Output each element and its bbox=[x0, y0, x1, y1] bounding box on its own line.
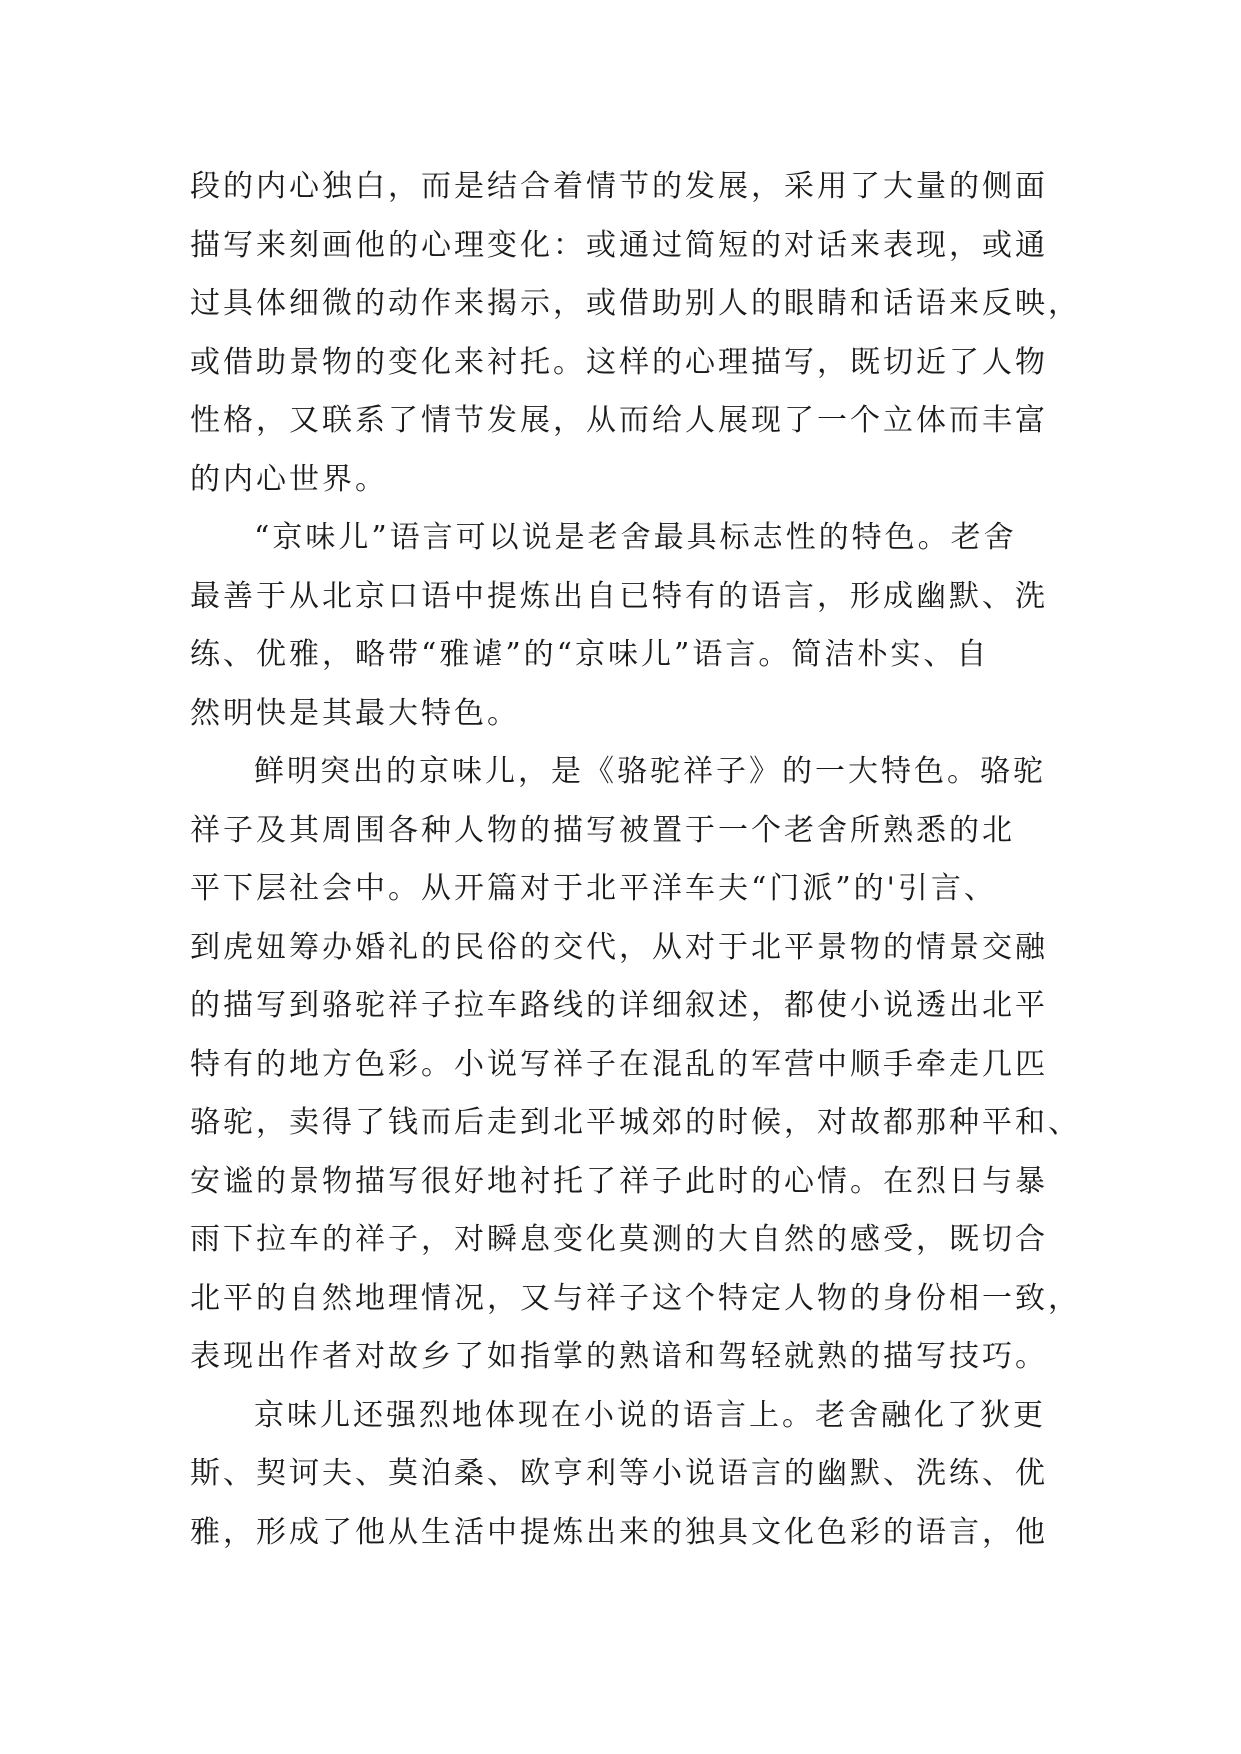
text-line: 描写来刻画他的心理变化：或通过简短的对话来表现，或通 bbox=[190, 227, 1048, 263]
text-line: 的描写到骆驼祥子拉车路线的详细叙述，都使小说透出北平 bbox=[190, 988, 1048, 1023]
text-line: 雨下拉车的祥子，对瞬息变化莫测的大自然的感受，既切合 bbox=[190, 1222, 1048, 1257]
text-line: 练、优雅，略带“雅谑”的“京味儿”语言。简洁朴实、自 bbox=[190, 637, 990, 672]
text-line: 然明快是其最大特色。 bbox=[190, 695, 520, 731]
paragraph-start-line: 京味儿还强烈地体现在小说的语言上。老舍融化了狄更 bbox=[254, 1397, 1046, 1433]
text-line: 最善于从北京口语中提炼出自已特有的语言，形成幽默、洗 bbox=[190, 578, 1048, 614]
text-line: 斯、契诃夫、莫泊桑、欧亨利等小说语言的幽默、洗练、优 bbox=[190, 1456, 1048, 1491]
text-line: 祥子及其周围各种人物的描写被置于一个老舍所熟悉的北 bbox=[190, 812, 1015, 848]
text-line: 雅，形成了他从生活中提炼出来的独具文化色彩的语言，他 bbox=[190, 1514, 1048, 1550]
text-line: 到虎妞筹办婚礼的民俗的交代，从对于北平景物的情景交融 bbox=[190, 929, 1048, 965]
body-text bbox=[190, 158, 1090, 1562]
paragraph-start-line: “京味儿”语言可以说是老舍最具标志性的特色。老舍 bbox=[254, 520, 1017, 555]
text-line: 段的内心独白，而是结合着情节的发展，采用了大量的侧面 bbox=[190, 169, 1048, 204]
text-line: 特有的地方色彩。小说写祥子在混乱的军营中顺手牵走几匹 bbox=[190, 1046, 1048, 1082]
text-line: 表现出作者对故乡了如指掌的熟谙和驾轻就熟的描写技巧。 bbox=[190, 1339, 1048, 1374]
text-line: 性格，又联系了情节发展，从而给人展现了一个立体而丰富 bbox=[190, 403, 1048, 438]
text-line: 骆驼，卖得了钱而后走到北平城郊的时候，对故都那种平和、 bbox=[190, 1105, 1081, 1140]
text-line: 的内心世界。 bbox=[190, 461, 388, 497]
text-line: 平下层社会中。从开篇对于北平洋车夫“门派”的'引言、 bbox=[190, 871, 997, 906]
text-line: 北平的自然地理情况，又与祥子这个特定人物的身份相一致， bbox=[190, 1280, 1081, 1316]
paragraph-start-line: 鲜明突出的京味儿，是《骆驼祥子》的一大特色。骆驼 bbox=[254, 754, 1046, 789]
text-line: 或借助景物的变化来衬托。这样的心理描写，既切近了人物 bbox=[190, 344, 1048, 380]
text-line: 过具体细微的动作来揭示，或借助别人的眼睛和话语来反映， bbox=[190, 286, 1081, 321]
text-line: 安谧的景物描写很好地衬托了祥子此时的心情。在烈日与暴 bbox=[190, 1163, 1048, 1199]
